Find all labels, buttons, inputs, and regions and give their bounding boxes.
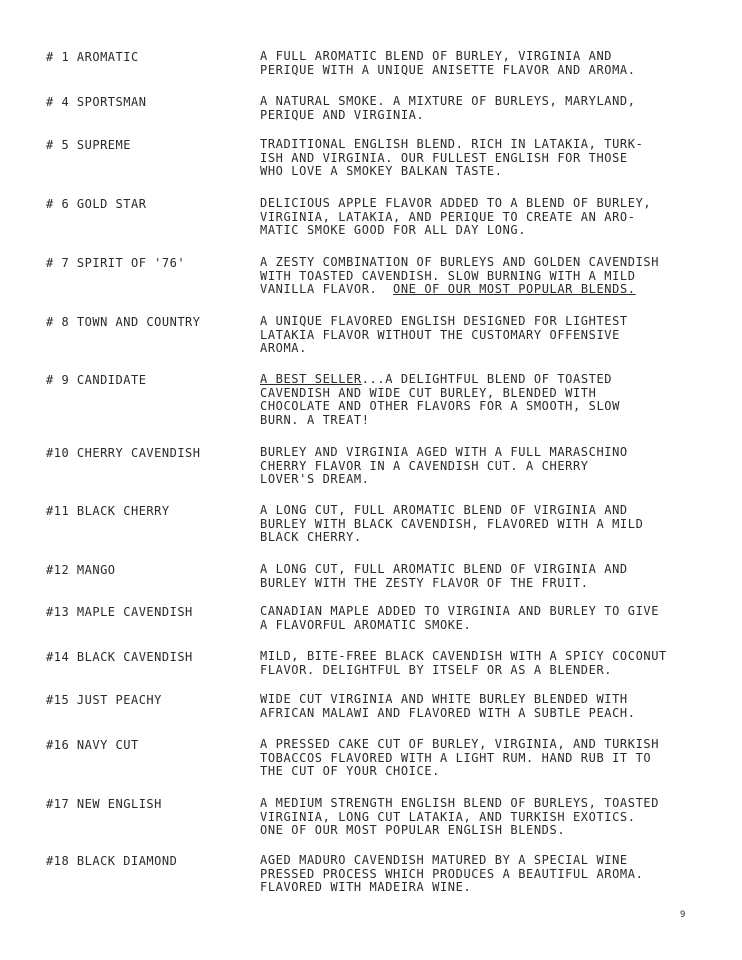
popular-blend-note: ONE OF OUR MOST POPULAR BLENDS.	[393, 282, 636, 296]
blend-description: TRADITIONAL ENGLISH BLEND. RICH IN LATAKIA, TURK- ISH AND VIRGINIA. OUR FULLEST ENGLISH FOR THOSE WHO LOVE A SMOKEY BALKAN TASTE.	[260, 137, 644, 178]
blend-description: A FULL AROMATIC BLEND OF BURLEY, VIRGINIA AND PERIQUE WITH A UNIQUE ANISETTE FLAVOR AND AROMA.	[260, 49, 636, 77]
blend-description: A BEST SELLER...A DELIGHTFUL BLEND OF TOASTED CAVENDISH AND WIDE CUT BURLEY, BLENDED WITH CHOCOLATE AND OTHER FLAVORS FOR A SMOOTH, SLOW BURN. A TREAT!	[260, 372, 620, 427]
blend-name: #17 NEW ENGLISH	[46, 797, 162, 811]
blend-name: #13 MAPLE CAVENDISH	[46, 605, 193, 619]
blend-name: # 9 CANDIDATE	[46, 373, 147, 387]
blend-description: A NATURAL SMOKE. A MIXTURE OF BURLEYS, MARYLAND, PERIQUE AND VIRGINIA.	[260, 94, 636, 122]
blend-description: MILD, BITE-FREE BLACK CAVENDISH WITH A SPICY COCONUT FLAVOR. DELIGHTFUL BY ITSELF OR AS A BLENDER.	[260, 649, 667, 677]
blend-name: # 6 GOLD STAR	[46, 197, 147, 211]
blend-description: A LONG CUT, FULL AROMATIC BLEND OF VIRGINIA AND BURLEY WITH BLACK CAVENDISH, FLAVORED WITH A MILD BLACK CHERRY.	[260, 503, 644, 544]
blend-description: A MEDIUM STRENGTH ENGLISH BLEND OF BURLEYS, TOASTED VIRGINIA, LONG CUT LATAKIA, AND TURKISH EXOTICS. ONE OF OUR MOST POPULAR ENGLISH BLENDS.	[260, 796, 660, 837]
blend-name: #12 MANGO	[46, 563, 116, 577]
blend-description: CANADIAN MAPLE ADDED TO VIRGINIA AND BURLEY TO GIVE A FLAVORFUL AROMATIC SMOKE.	[260, 604, 660, 632]
blend-name: #10 CHERRY CAVENDISH	[46, 446, 201, 460]
blend-name: #14 BLACK CAVENDISH	[46, 650, 193, 664]
blend-description: WIDE CUT VIRGINIA AND WHITE BURLEY BLENDED WITH AFRICAN MALAWI AND FLAVORED WITH A SUBTLE PEACH.	[260, 692, 636, 720]
blend-description: DELICIOUS APPLE FLAVOR ADDED TO A BLEND OF BURLEY, VIRGINIA, LATAKIA, AND PERIQUE TO CREATE AN ARO- MATIC SMOKE GOOD FOR ALL DAY LONG.	[260, 196, 652, 237]
blend-name: # 4 SPORTSMAN	[46, 95, 147, 109]
blend-name: # 1 AROMATIC	[46, 50, 139, 64]
blend-name: # 8 TOWN AND COUNTRY	[46, 315, 201, 329]
blend-description: A LONG CUT, FULL AROMATIC BLEND OF VIRGINIA AND BURLEY WITH THE ZESTY FLAVOR OF THE FRUIT.	[260, 562, 628, 590]
blend-name: # 5 SUPREME	[46, 138, 131, 152]
blend-description: AGED MADURO CAVENDISH MATURED BY A SPECIAL WINE PRESSED PROCESS WHICH PRODUCES A BEAUTIFUL AROMA. FLAVORED WITH MADEIRA WINE.	[260, 853, 644, 894]
blend-name: #11 BLACK CHERRY	[46, 504, 170, 518]
blend-description: BURLEY AND VIRGINIA AGED WITH A FULL MARASCHINO CHERRY FLAVOR IN A CAVENDISH CUT. A CHERRY LOVER'S DREAM.	[260, 445, 628, 486]
blend-name: #18 BLACK DIAMOND	[46, 854, 178, 868]
best-seller-note: A BEST SELLER	[260, 372, 362, 386]
blend-description: A UNIQUE FLAVORED ENGLISH DESIGNED FOR LIGHTEST LATAKIA FLAVOR WITHOUT THE CUSTOMARY OFFENSIVE AROMA.	[260, 314, 628, 355]
blend-name: # 7 SPIRIT OF '76'	[46, 256, 186, 270]
blend-name: #16 NAVY CUT	[46, 738, 139, 752]
page-number: 9	[680, 910, 686, 920]
blend-description: A PRESSED CAKE CUT OF BURLEY, VIRGINIA, AND TURKISH TOBACCOS FLAVORED WITH A LIGHT RUM. HAND RUB IT TO THE CUT OF YOUR CHOICE.	[260, 737, 660, 778]
blend-name: #15 JUST PEACHY	[46, 693, 162, 707]
blend-description: A ZESTY COMBINATION OF BURLEYS AND GOLDEN CAVENDISH WITH TOASTED CAVENDISH. SLOW BURNING WITH A MILD VANILLA FLAVOR. ONE OF OUR MOST POPULAR BLENDS.	[260, 255, 660, 296]
